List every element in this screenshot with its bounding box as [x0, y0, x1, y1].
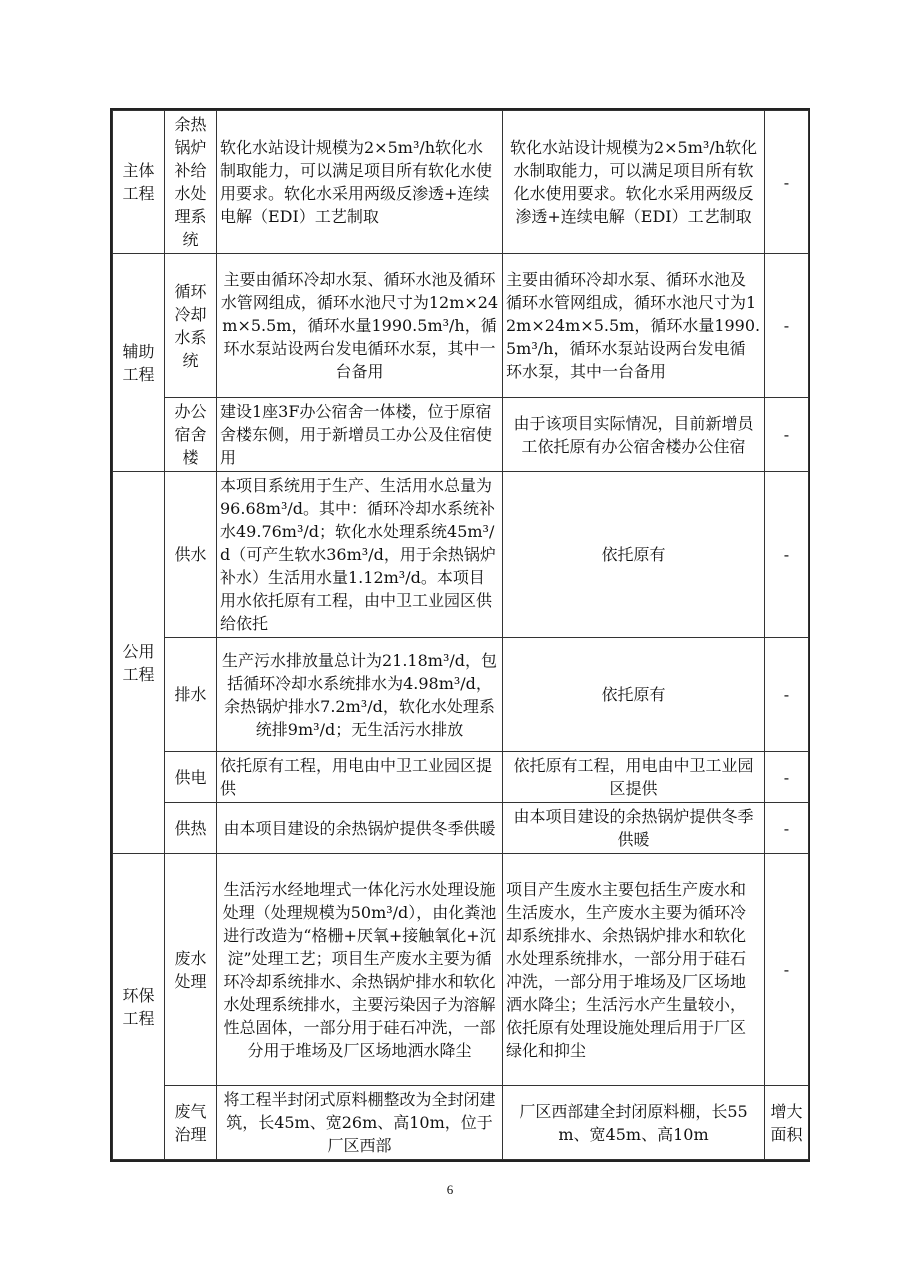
change-note-cell: 增大面积 [765, 1086, 809, 1160]
table-row [113, 752, 809, 803]
actual-content-cell: 项目产生废水主要包括生产废水和生活废水，生产废水主要为循环冷却系统排水、余热锅炉排水和软化水处理系统排水，一部分用于硅石冲洗，一部分用于堆场及厂区场地洒水降尘；生活污水产生量较小，依托原有处理设施处理后用于厂区绿化和抑尘 [503, 854, 765, 1086]
table-row [113, 254, 809, 398]
category-cell: 主体工程 [113, 111, 165, 254]
change-note-cell: - [765, 854, 809, 1086]
item-cell: 废水处理 [165, 854, 217, 1086]
item-cell: 排水 [165, 638, 217, 752]
item-cell: 办公宿舍楼 [165, 398, 217, 472]
planned-content-cell: 由本项目建设的余热锅炉提供冬季供暖 [217, 803, 503, 854]
planned-content-cell: 依托原有工程，用电由中卫工业园区提供 [217, 752, 503, 803]
change-note-cell: - [765, 803, 809, 854]
table-row [113, 803, 809, 854]
actual-content-cell: 由于该项目实际情况，目前新增员工依托原有办公宿舍楼办公住宿 [503, 398, 765, 472]
actual-content-cell: 软化水站设计规模为2×5m³/h软化水制取能力，可以满足项目所有软化水使用要求。软化水采用两级反渗透+连续电解（EDI）工艺制取 [503, 111, 765, 254]
project-comparison-table [112, 110, 809, 1160]
planned-content-cell: 将工程半封闭式原料棚整改为全封闭建筑，长45m、宽26m、高10m，位于厂区西部 [217, 1086, 503, 1160]
planned-content-cell: 建设1座3F办公宿舍一体楼，位于原宿舍楼东侧，用于新增员工办公及住宿使用 [217, 398, 503, 472]
item-cell: 供电 [165, 752, 217, 803]
category-cell: 辅助工程 [113, 254, 165, 472]
planned-content-cell: 本项目系统用于生产、生活用水总量为96.68m³/d。其中：循环冷却水系统补水49.76m³/d；软化水处理系统45m³/d（可产生软水36m³/d，用于余热锅炉补水）生活用水量1.12m³/d。本项目用水依托原有工程，由中卫工业园区供给依托 [217, 472, 503, 638]
project-table-frame [110, 108, 810, 1162]
actual-content-cell: 依托原有工程，用电由中卫工业园区提供 [503, 752, 765, 803]
item-cell: 循环冷却水系统 [165, 254, 217, 398]
category-cell: 公用工程 [113, 472, 165, 854]
table-row [113, 111, 809, 254]
change-note-cell: - [765, 254, 809, 398]
change-note-cell: - [765, 638, 809, 752]
change-note-cell: - [765, 752, 809, 803]
table-row [113, 1086, 809, 1160]
change-note-cell: - [765, 398, 809, 472]
actual-content-cell: 由本项目建设的余热锅炉提供冬季供暖 [503, 803, 765, 854]
table-row [113, 638, 809, 752]
change-note-cell: - [765, 472, 809, 638]
table-row [113, 472, 809, 638]
table-row [113, 398, 809, 472]
actual-content-cell: 依托原有 [503, 472, 765, 638]
item-cell: 供水 [165, 472, 217, 638]
table-row [113, 854, 809, 1086]
category-cell: 环保工程 [113, 854, 165, 1160]
change-note-cell: - [765, 111, 809, 254]
actual-content-cell: 主要由循环冷却水泵、循环水池及循环水管网组成，循环水池尺寸为12m×24m×5.5m，循环水量1990.5m³/h，循环水泵站设两台发电循环水泵，其中一台备用 [503, 254, 765, 398]
item-cell: 废气治理 [165, 1086, 217, 1160]
planned-content-cell: 生产污水排放量总计为21.18m³/d，包括循环冷却水系统排水为4.98m³/d，余热锅炉排水7.2m³/d，软化水处理系统排9m³/d；无生活污水排放 [217, 638, 503, 752]
planned-content-cell: 软化水站设计规模为2×5m³/h软化水制取能力，可以满足项目所有软化水使用要求。软化水采用两级反渗透+连续电解（EDI）工艺制取 [217, 111, 503, 254]
page-number: 6 [446, 1182, 454, 1197]
actual-content-cell: 厂区西部建全封闭原料棚，长55m、宽45m、高10m [503, 1086, 765, 1160]
item-cell: 余热锅炉补给水处理系统 [165, 111, 217, 254]
actual-content-cell: 依托原有 [503, 638, 765, 752]
planned-content-cell: 生活污水经地埋式一体化污水处理设施处理（处理规模为50m³/d），由化粪池进行改造为“格栅+厌氧+接触氧化+沉淀”处理工艺；项目生产废水主要为循环冷却系统排水、余热锅炉排水和软化水处理系统排水，主要污染因子为溶解性总固体，一部分用于硅石冲洗，一部分用于堆场及厂区场地洒水降尘 [217, 854, 503, 1086]
item-cell: 供热 [165, 803, 217, 854]
planned-content-cell: 主要由循环冷却水泵、循环水池及循环水管网组成，循环水池尺寸为12m×24m×5.5m，循环水量1990.5m³/h，循环水泵站设两台发电循环水泵，其中一台备用 [217, 254, 503, 398]
